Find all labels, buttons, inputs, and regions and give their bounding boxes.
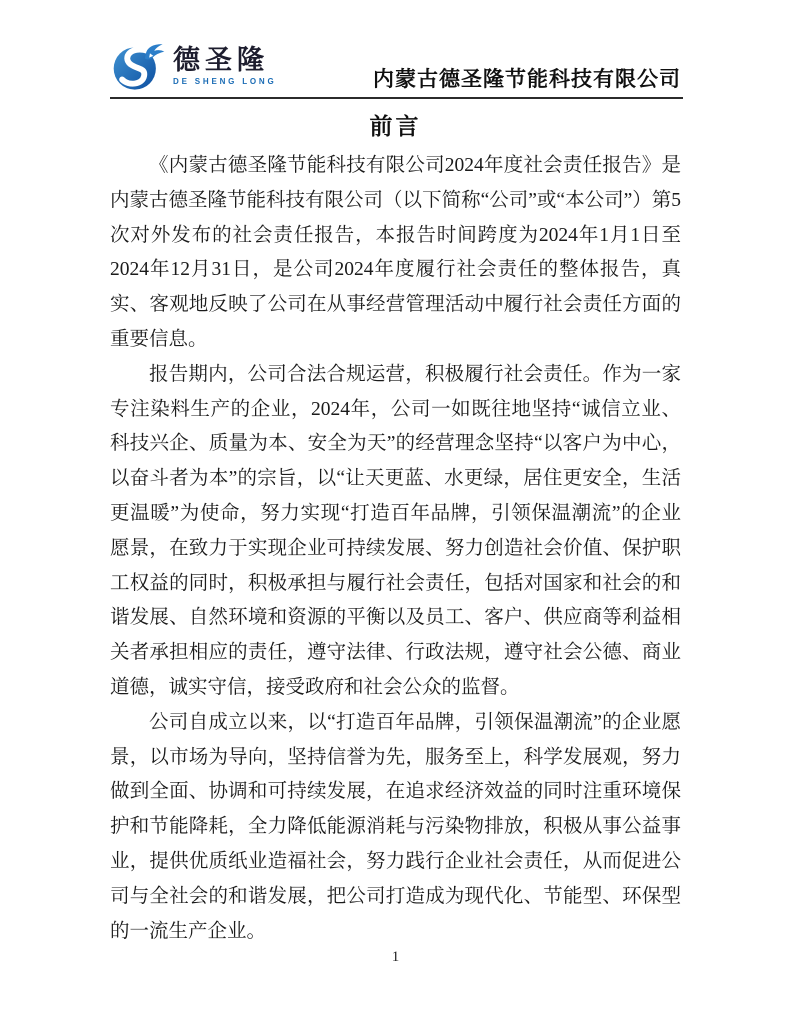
document-body <box>110 103 681 949</box>
paragraph-3: 公司自成立以来，以“打造百年品牌，引领保温潮流”的企业愿景，以市场为导向，坚持信誉为先，服务至上，科学发展观，努力做到全面、协调和可持续发展，在追求经济效益的同时注重环境保护和节能降耗，全力降低能源消耗与污染物排放，积极从事公益事业，提供优质纸业造福社会，努力践行企业社会责任，从而促进公司与全社会的和谐发展，把公司打造成为现代化、节能型、环保型的一流生产企业。 <box>110 711 681 942</box>
header-company-name: 内蒙古德圣隆节能科技有限公司 <box>373 67 681 91</box>
header-rule <box>110 97 683 99</box>
company-logo <box>112 38 277 94</box>
paragraph-1: 《内蒙古德圣隆节能科技有限公司2024年度社会责任报告》是内蒙古德圣隆节能科技有限公司（以下简称“公司”或“本公司”）第5次对外发布的社会责任报告，本报告时间跨度为2024年1月1日至2024年12月31日，是公司2024年度履行社会责任的整体报告，真实、客观地反映了公司在从事经营管理活动中履行社会责任方面的重要信息。 <box>110 155 681 350</box>
logo-brand-cn: 德圣隆 <box>173 44 269 75</box>
page-title: 前言 <box>369 114 422 139</box>
logo-brand-en: DE SHENG LONG <box>173 76 277 86</box>
dragon-s-logo-icon <box>112 38 166 94</box>
paragraph-2: 报告期内，公司合法合规运营，积极履行社会责任。作为一家专注染料生产的企业，2024年，公司一如既往地坚持“诚信立业、科技兴企、质量为本、安全为天”的经营理念坚持“以客户为中心，以奋斗者为本”的宗旨，以“让天更蓝、水更绿，居住更安全，生活更温暖”为使命，努力实现“打造百年品牌，引领保温潮流”的企业愿景，在致力于实现企业可持续发展、努力创造社会价值、保护职工权益的同时，积极承担与履行社会责任，包括对国家和社会的和谐发展、自然环境和资源的平衡以及员工、客户、供应商等利益相关者承担相应的责任，遵守法律、行政法规，遵守社会公德、商业道德，诚实守信，接受政府和社会公众的监督。 <box>110 363 681 698</box>
page-number: 1 <box>391 949 400 965</box>
logo-wordmark <box>173 44 277 86</box>
